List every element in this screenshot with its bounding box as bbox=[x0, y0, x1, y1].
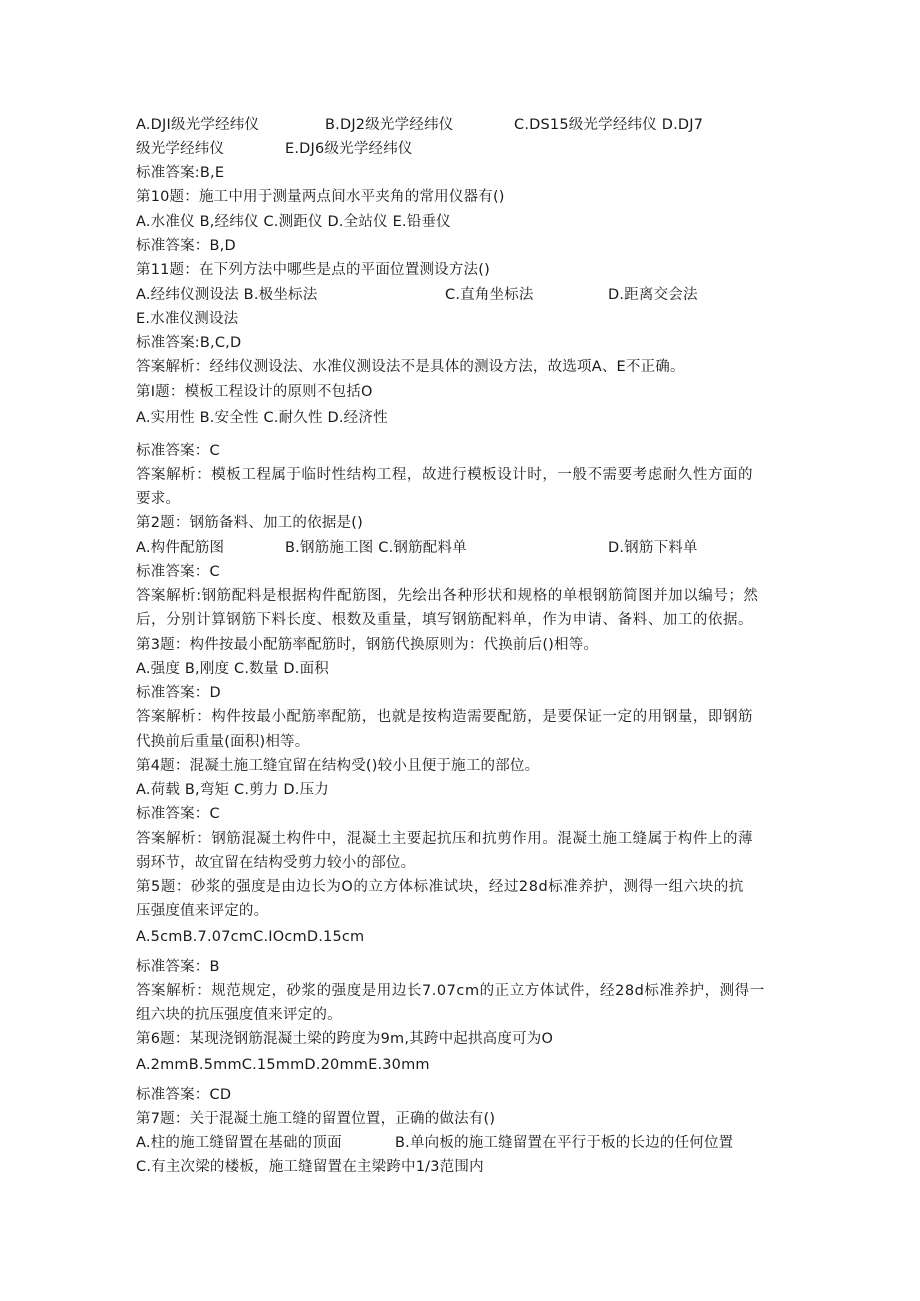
question-2-option-bc: B.钢筋施工图 C.钢筋配料单 bbox=[285, 540, 467, 556]
question-6: 第6题：某现浇钢筋混凝土梁的跨度为9m,其跨中起拱高度可为O bbox=[136, 1031, 554, 1047]
question-7: 第7题：关于混凝土施工缝的留置位置，正确的做法有() bbox=[136, 1111, 496, 1127]
question-3: 第3题：构件按最小配筋率配筋时，钢筋代换原则为：代换前后()相等。 bbox=[136, 637, 599, 653]
answer-line: 标准答案：C bbox=[136, 443, 220, 459]
question-11-option-d: D.距离交会法 bbox=[608, 287, 698, 303]
question-5: 第5题：砂浆的强度是由边长为O的立方体标准试块，经过28d标准养护，测得一组六块的抗 bbox=[136, 879, 744, 895]
answer-line: 标准答案：B bbox=[136, 959, 220, 975]
question-2: 第2题：钢筋备料、加工的依据是() bbox=[136, 515, 363, 531]
question-3-options: A.强度 B,刚度 C.数量 D.面积 bbox=[136, 661, 329, 677]
question-5-continued: 压强度值来评定的。 bbox=[136, 903, 269, 919]
question-11-option-c: C.直角坐标法 bbox=[445, 287, 534, 303]
answer-line: 标准答案:B,E bbox=[136, 165, 225, 181]
question-1: 第I题：模板工程设计的原则不包括O bbox=[136, 384, 373, 400]
answer-line: 标准答案：B,D bbox=[136, 238, 236, 254]
question-2-option-a: A.构件配筋图 bbox=[136, 540, 225, 556]
question-1-options: A.实用性 B.安全性 C.耐久性 D.经济性 bbox=[136, 410, 388, 426]
question-11: 第11题：在下列方法中哪些是点的平面位置测设方法() bbox=[136, 262, 490, 278]
answer-line: 标准答案：C bbox=[136, 564, 220, 580]
answer-explanation: 答案解析：钢筋混凝土构件中，混凝土主要起抗压和抗剪作用。混凝土施工缝属于构件上的薄 bbox=[136, 831, 754, 847]
question-2-option-d: D.钢筋下料单 bbox=[608, 540, 698, 556]
question-4: 第4题：混凝土施工缝宜留在结构受()较小且便于施工的部位。 bbox=[136, 758, 540, 774]
question-5-options: A.5cmB.7.07cmC.IOcmD.15cm bbox=[136, 929, 365, 945]
option-d-continued: 级光学经纬仪 bbox=[136, 141, 225, 157]
option-b-dj2: B.DJ2级光学经纬仪 bbox=[325, 117, 454, 133]
answer-explanation-continued: 要求。 bbox=[136, 491, 181, 507]
question-10-options: A.水准仪 B,经纬仪 C.测距仪 D.全站仪 E.铅垂仪 bbox=[136, 214, 451, 230]
option-a-dji: A.DJI级光学经纬仪 bbox=[136, 117, 260, 133]
question-7-option-c: C.有主次梁的楼板，施工缝留置在主梁跨中1/3范围内 bbox=[136, 1159, 484, 1175]
answer-explanation-continued: 组六块的抗压强度值来评定的。 bbox=[136, 1007, 342, 1023]
answer-line: 标准答案：D bbox=[136, 685, 221, 701]
option-e-dj6: E.DJ6级光学经纬仪 bbox=[285, 141, 413, 157]
answer-explanation-continued: 后，分别计算钢筋下料长度、根数及重量，填写钢筋配料单，作为申请、备料、加工的依据。 bbox=[136, 612, 754, 628]
question-7-option-b: B.单向板的施工缝留置在平行于板的长边的任何位置 bbox=[395, 1135, 734, 1151]
answer-explanation: 答案解析：模板工程属于临时性结构工程，故进行模板设计时，一般不需要考虑耐久性方面的 bbox=[136, 467, 754, 483]
answer-explanation: 答案解析：构件按最小配筋率配筋，也就是按构造需要配筋，是要保证一定的用钢量，即钢筋 bbox=[136, 709, 754, 725]
question-7-option-a: A.柱的施工缝留置在基础的顶面 bbox=[136, 1135, 342, 1151]
question-10: 第10题：施工中用于测量两点间水平夹角的常用仪器有() bbox=[136, 189, 505, 205]
answer-explanation-continued: 弱环节，故宜留在结构受剪力较小的部位。 bbox=[136, 855, 416, 871]
question-11-option-e: E.水准仪测设法 bbox=[136, 311, 239, 327]
question-11-option-ab: A.经纬仪测设法 B.极坐标法 bbox=[136, 287, 318, 303]
answer-line: 标准答案：C bbox=[136, 806, 220, 822]
question-6-options: A.2mmB.5mmC.15mmD.20mmE.30mm bbox=[136, 1057, 430, 1073]
answer-line: 标准答案:B,C,D bbox=[136, 335, 242, 351]
answer-explanation-continued: 代换前后重量(面积)相等。 bbox=[136, 734, 310, 750]
answer-explanation: 答案解析:钢筋配料是根据构件配筋图，先绘出各种形状和规格的单根钢筋简图并加以编号；然 bbox=[136, 588, 759, 604]
answer-line: 标准答案：CD bbox=[136, 1087, 232, 1103]
question-4-options: A.荷载 B,弯矩 C.剪力 D.压力 bbox=[136, 782, 329, 798]
answer-explanation: 答案解析：经纬仪测设法、水准仪测设法不是具体的测设方法，故选项A、E不正确。 bbox=[136, 359, 685, 375]
answer-explanation: 答案解析：规范规定，砂浆的强度是用边长7.07cm的正立方体试件，经28d标准养护，测得一 bbox=[136, 983, 765, 999]
option-c-ds15-d-dj7: C.DS15级光学经纬仪 D.DJ7 bbox=[514, 117, 704, 133]
